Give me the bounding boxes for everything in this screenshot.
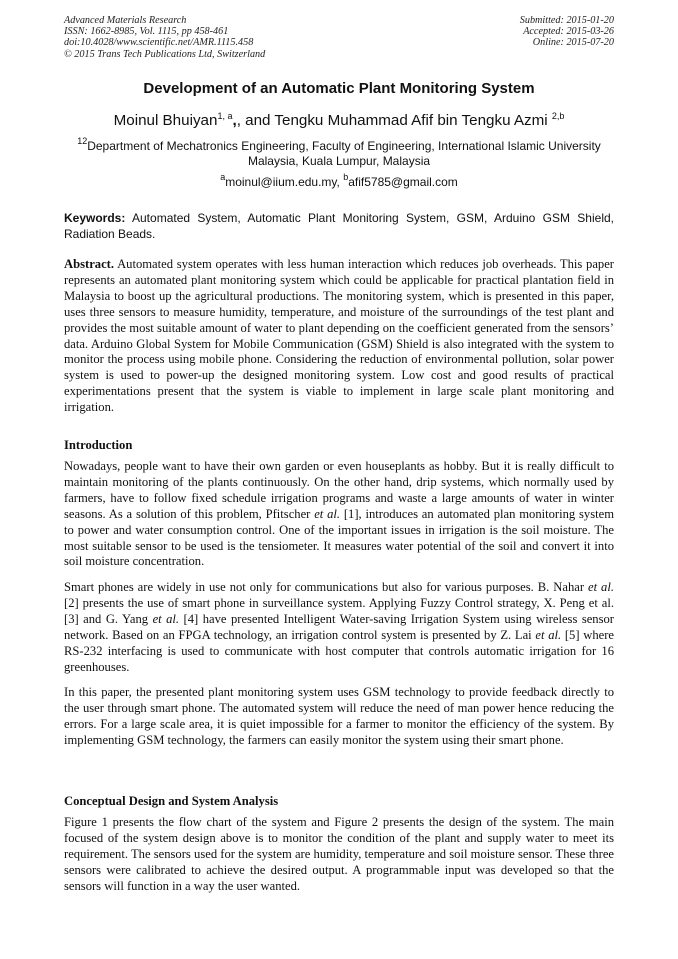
keywords-text: Automated System, Automatic Plant Monitoring System, GSM, Arduino GSM Shield, Radiation Beads. xyxy=(64,211,614,241)
conceptual-heading: Conceptual Design and System Analysis xyxy=(64,794,279,808)
submitted-date: Submitted: 2015-01-20 xyxy=(519,15,614,26)
intro-p2-text-b: [2] presents the use of smart phone in surveillance system. Applying Fuzzy Control strategy, X. Peng et al. [3] and G. Yang xyxy=(64,595,614,626)
introduction-heading: Introduction xyxy=(64,438,133,452)
conceptual-para-1 xyxy=(64,815,614,895)
email-line xyxy=(0,172,678,189)
author-2-sup: 2,b xyxy=(551,111,565,121)
intro-p2-text-a: Smart phones are widely in use not only for communications but also for various purposes. B. Nahar xyxy=(64,580,588,594)
affiliation-line-1: Department of Mechatronics Engineering, Faculty of Engineering, International Islamic University xyxy=(87,139,601,153)
intro-p1-text-b: [1], introduces an automated plan monitoring system to power and water consumption control. One of the important issues in irrigation is the soil moisture. The most suitable sensor to be used is the tensiometer. It measures water potential of the soil and convert it into soil moisture concentration. xyxy=(64,506,615,569)
intro-p2-etal-1: et al. xyxy=(588,580,614,594)
keywords-label: Keywords: xyxy=(64,211,126,225)
introduction-para-1 xyxy=(64,459,614,570)
introduction-para-2 xyxy=(64,580,614,675)
abstract xyxy=(64,257,614,416)
journal-header-left xyxy=(64,15,265,60)
email-b-sup: b xyxy=(343,172,349,182)
abstract-label: Abstract. xyxy=(64,257,115,271)
intro-p3-text: In this paper, the presented plant monitoring system uses GSM technology to provide feedback directly to the user through smart phone. The automated system will reduce the need of man power hence reducing the errors. For a large scale area, it is quiet impossible for a farmer to monitor the efficiency of the system. By implementing GSM technology, the farmers can easily monitor the system using their smart phone. xyxy=(64,685,614,747)
email-a-sup: a xyxy=(220,172,226,182)
online-date: Online: 2015-07-20 xyxy=(532,37,614,49)
affiliation-sup: 12 xyxy=(77,136,88,146)
issn-line: ISSN: 1662-8985, Vol. 1115, pp 458-461 xyxy=(64,26,229,38)
accepted-date: Accepted: 2015-03-26 xyxy=(523,26,614,38)
affiliation xyxy=(64,136,614,169)
affiliation-line-2: Malaysia, Kuala Lumpur, Malaysia xyxy=(247,153,431,168)
doi-line: doi:10.4028/www.scientific.net/AMR.1115.458 xyxy=(64,37,254,49)
journal-name: Advanced Materials Research xyxy=(64,15,187,26)
author-line: Moinul Bhuiyan$^{1, a}$,, and Tengku Muhammad Afif bin Tengku Azmi $^{2,b}$ xyxy=(113,111,565,129)
conceptual-p1-text: Figure 1 presents the flow chart of the system and Figure 2 presents the design of the system. The main focused of the system design above is to monitor the condition of the plant and supply water to meet its requirement. The sensors used for the system are humidity, temperature and soil moisture sensor. These three sensors were calibrated to achieve the desired output. A programmable input was developed so that the sensors will function in a way the user wanted. xyxy=(64,815,614,893)
intro-p1-etal: et al. xyxy=(314,506,341,521)
email-a: moinul@iium.edu.my, xyxy=(225,175,344,189)
keywords xyxy=(64,210,614,242)
intro-p2-etal-2: et al. xyxy=(152,611,180,626)
intro-p2-etal-3: et al. xyxy=(535,627,562,642)
paper-title: Development of an Automatic Plant Monitoring System xyxy=(143,80,535,97)
intro-p2-text-d: [5] where RS-232 interfacing is used to communicate with host computer that controls automatic irrigation for 16 greenhouses. xyxy=(64,627,615,674)
introduction-para-3 xyxy=(64,685,614,749)
copyright-line: © 2015 Trans Tech Publications Ltd, Switzerland xyxy=(64,48,266,60)
abstract-text: Automated system operates with less human interaction which reduces job overheads. This paper represents an automated plant monitoring system which could be applicable for practical plantation field in Malaysia to boost up the agricultural productions. The monitoring system, which is presented in this paper, uses three sensors to measure humidity, temperature, and moisture of the surroundings of the test plant and provides the most suitable amount of water to plant depending on the coefficient generated from the sensors’ data. Arduino Global System for Mobile Communication (GSM) Shield is also integrated with the system to monitor the process using mobile phone. Considering the reduction of environmental pollution, solar power system is used to power-up the designed monitoring system. Low cost and good results of practical experimentations present that the system is viable to implement in large scale plant monitoring and irrigation. xyxy=(64,257,614,415)
journal-header-right xyxy=(520,15,614,49)
intro-p2-text-c: [4] have presented Intelligent Water-saving Irrigation System using wireless sensor network. Based on an FPGA technology, an irrigation control system is presented by Z. Lai xyxy=(64,611,614,642)
intro-p1-text-a: Nowadays, people want to have their own garden or even houseplants as hobby. But it is really difficult to maintain monitoring of the plants continuously. On the other hand, drip systems, which normally used by farmers, have to follow fixed schedule irrigation programs and waste a large amounts of water in winter seasons. As a solution of this problem, Pfitscher xyxy=(64,459,614,521)
author-1: Moinul Bhuiyan xyxy=(113,112,218,129)
author-1-sup: 1, a xyxy=(217,111,233,121)
author-2: , and Tengku Muhammad Afif bin Tengku Azmi xyxy=(236,112,552,129)
email-b: afif5785@gmail.com xyxy=(348,175,458,189)
